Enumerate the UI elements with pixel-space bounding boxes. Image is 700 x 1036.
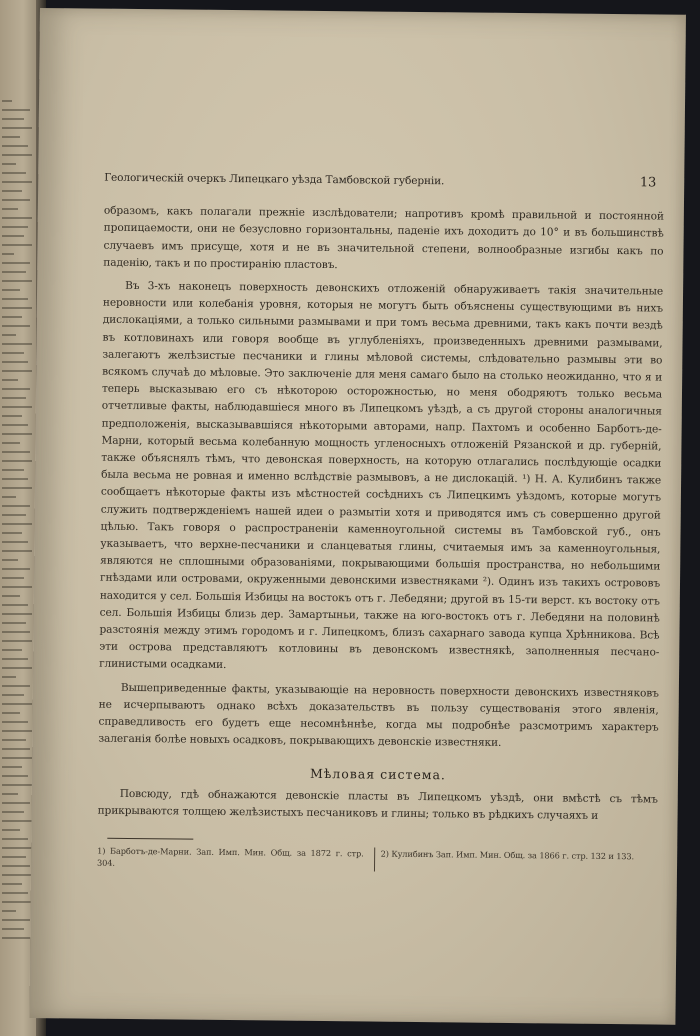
book-page (29, 8, 686, 1025)
page-number: 13 (639, 175, 657, 191)
section-paragraph: Повсюду, гдѣ обнажаются девонскіе пласты въ Липецкомъ уѣздѣ, они вмѣстѣ съ тѣмъ прикрываются толщею желѣзистыхъ песчаниковъ и глины; только въ рѣдкихъ случаяхъ и (97, 787, 658, 822)
section-title: Мѣловая система. (309, 765, 447, 782)
running-head-title: Геологическій очеркъ Липецкаго уѣзда Тамбовской губерніи. (104, 171, 445, 188)
footnote-right: 2) Кулибинъ Зап. Имп. Мин. Общ. за 1866 г. стр. 132 и 133. (373, 848, 657, 875)
running-head (104, 169, 664, 193)
paragraph-1: образомъ, какъ полагали прежніе изслѣдователи; напротивъ кромѣ правильной и постоянной пропицаемости, они не безусловно горизонтальны, паденіе ихъ доходитъ до 10° и въ большинствѣ случаевъ имъ присуще, хотя и не въ значительной степени, волнообразные изгибы какъ по паденію, такъ и по простиранію пластовъ. (103, 204, 664, 271)
paragraph-2: Въ 3-хъ наконецъ поверхность девонскихъ отложеній обнаруживаетъ такія значительные неровности или колебанія уровня, которыя не могутъ быть объяснены существующими въ нихъ дислокаціями, а только сильными размывами и при томъ весьма древними, такъ какъ почти вездѣ въ котловинахъ или говоря вообще въ углубленіяхъ, произведенныхъ древними размывами, залегаютъ желѣзистые песчаники и глины мѣловой системы, слѣдовательно размывы эти во всякомъ случаѣ до мѣловые. Это заключеніе для меня самаго было на столько неожиданно, что я и теперь высказываю его съ нѣкоторою осторожностью, но меня ободряютъ только весьма отчетливые факты, наблюдавшіеся много въ Липецкомъ уѣздѣ, а съ другой стороны аналогичныя предположенія, высказывавшіяся нѣкоторыми авторами, напр. Пахтомъ и особенно Барботъ-де-Марни, который весьма колебанную мощность угленосныхъ отложеній Рязанской и др. губерній, также объяснялъ тѣмъ, что девонская поверхность, на которую отлагались послѣдующіе осадки была весьма не ровная и именно вслѣдствіе размывовъ, а не дислокацій. ¹) Н. А. Кулибинъ также сообщаетъ нѣкоторые факты изъ мѣстностей сосѣднихъ съ Липецкимъ уѣздомъ, которые могутъ служить подтвержденіемъ нашей идеи о размытіи хотя и приводятся имъ съ совершенно другой цѣлью. Такъ говоря о распространеніи каменноугольной системы въ Тамбовской губ., онъ указываетъ, что верхне-песчаники и сланцеватыя глины, считаемыя имъ за каменноугольныя, являются не сплошными образованіями, покрывающими большія пространства, но небольшими гнѣздами или островами, окруженными девонскими известняками ²). Одинъ изъ такихъ острововъ находится у сел. Большія Избицы на востокъ отъ г. Лебедяни; другой въ 15-ти верст. къ востоку отъ сел. Большія Избицы близь дер. Замартыньи, также на юго-востокъ отъ г. Лебедяни на половинѣ разстоянія между этимъ городомъ и г. Липецкомъ, близъ сахарнаго завода купца Хрѣнникова. Всѣ эти острова представляютъ котловины въ девонскомъ известнякѣ, заполненныя песчано-глинистыми осадками. (99, 279, 664, 672)
paragraph-3: Вышеприведенные факты, указывающіе на неровность поверхности девонскихъ известняковъ не исчерпываютъ однако всѣхъ доказательствъ въ пользу существованія этого явленія, справедливость его будетъ еще несомнѣннѣе, когда мы подробнѣе разсмотримъ характеръ залеганія болѣе новыхъ осадковъ, покрывающихъ девонскіе известняки. (98, 681, 659, 750)
footnote-left: 1) Барботъ-де-Марни. Зап. Имп. Мин. Общ. за 1872 г. стр. 304. (96, 845, 364, 868)
footnotes (97, 845, 657, 875)
footnote-rule (107, 838, 193, 840)
page-text-block (97, 169, 664, 875)
